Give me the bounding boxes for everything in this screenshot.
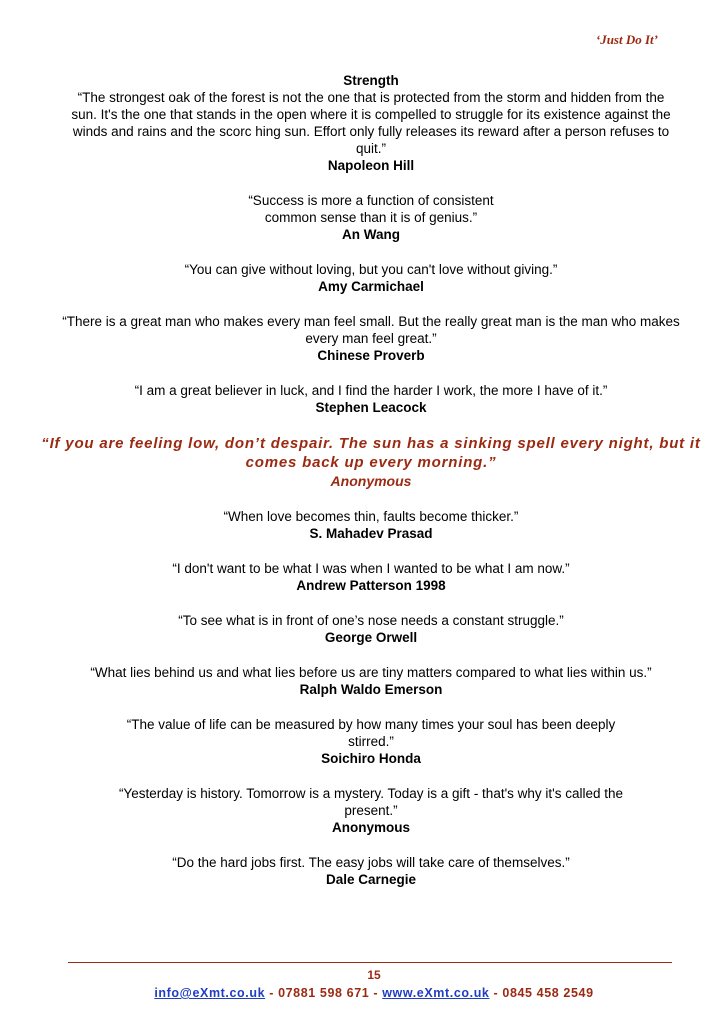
quote-text: “The value of life can be measured by how many times your soul has been deeply stirred.” (126, 717, 616, 749)
section-title: Strength (343, 73, 399, 88)
email-link[interactable]: info@eXmt.co.uk (154, 986, 266, 1000)
quotes-page-content (41, 72, 701, 906)
quote-item (60, 612, 682, 646)
quote-item (60, 192, 682, 243)
quote-author: Napoleon Hill (327, 158, 415, 173)
quote-text: “I don't want to be what I was when I wanted to be what I am now.” (172, 561, 570, 576)
quote-author: Anonymous (331, 820, 410, 835)
phone-number: 0845 458 2549 (502, 986, 594, 1000)
quote-text: “The strongest oak of the forest is not the one that is protected from the storm and hidden from the sun. It's the one that stands in the open where it is compelled to struggle for its existence against the winds and rains and the scorc hing sun. Effort only fully releases its reward after a person refuses to quit.” (71, 90, 671, 156)
footer-separator: - (265, 986, 279, 1000)
quote-item (60, 89, 682, 174)
quote-item (60, 716, 682, 767)
quote-author: Chinese Proverb (317, 348, 425, 363)
highlighted-quote-item (24, 434, 718, 490)
quote-author: S. Mahadev Prasad (309, 526, 433, 541)
quote-author: Soichiro Honda (321, 751, 421, 766)
footer-contact (0, 986, 728, 1000)
quote-text: “If you are feeling low, don’t despair. The sun has a sinking spell every night, but it comes back up every morning.” (41, 435, 701, 471)
footer-divider (68, 962, 672, 963)
quote-author: George Orwell (324, 630, 418, 645)
quote-author: Ralph Waldo Emerson (299, 682, 443, 697)
quote-item (60, 560, 682, 594)
document-header-title: ‘Just Do It’ (595, 32, 658, 47)
quote-text: “Do the hard jobs first. The easy jobs will take care of themselves.” (172, 855, 570, 870)
quote-author: An Wang (342, 227, 400, 242)
footer-separator: - (489, 986, 503, 1000)
quote-author: Anonymous (330, 473, 412, 489)
page-number: 15 (367, 968, 381, 982)
quote-text: “When love becomes thin, faults become thicker.” (223, 509, 519, 524)
quote-text: “Success is more a function of consistent common sense than it is of genius.” (248, 193, 494, 225)
quote-text: “To see what is in front of one’s nose needs a constant struggle.” (178, 613, 564, 628)
quote-text: “I am a great believer in luck, and I find the harder I work, the more I have of it.” (134, 383, 608, 398)
quote-author: Andrew Patterson 1998 (296, 578, 446, 593)
quote-text: “What lies behind us and what lies before us are tiny matters compared to what lies within us.” (90, 665, 652, 680)
quote-item (60, 261, 682, 295)
quote-item (60, 382, 682, 416)
quote-text: “You can give without loving, but you can't love without giving.” (184, 262, 558, 277)
quote-item (60, 508, 682, 542)
quote-item (60, 313, 682, 364)
footer-separator: - (369, 986, 383, 1000)
phone-number: 07881 598 671 (278, 986, 370, 1000)
quote-author: Amy Carmichael (318, 279, 424, 294)
quote-author: Stephen Leacock (315, 400, 427, 415)
website-link[interactable]: www.eXmt.co.uk (382, 986, 490, 1000)
quote-item (60, 854, 682, 888)
quote-text: “Yesterday is history. Tomorrow is a mystery. Today is a gift - that's why it's called the present.” (118, 786, 624, 818)
quote-author: Dale Carnegie (325, 872, 417, 887)
quote-item (60, 664, 682, 698)
quote-item (60, 785, 682, 836)
quote-text: “There is a great man who makes every man feel small. But the really great man is the man who makes every man feel great.” (62, 314, 680, 346)
